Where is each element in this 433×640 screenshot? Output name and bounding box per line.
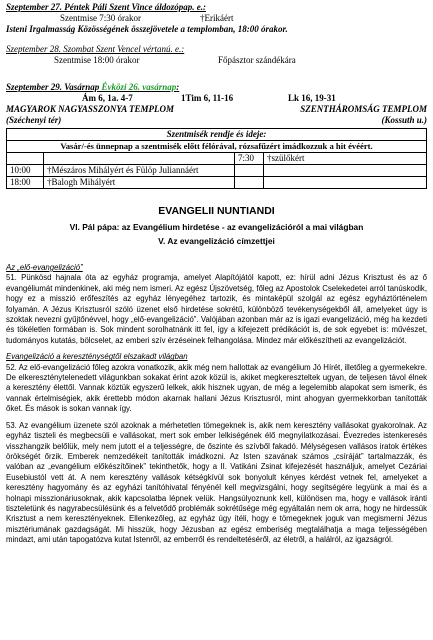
paragraph-53: 53. Az evangélium üzenete szól azoknak a mérhetetlen tömegeknek is, akik nem keresztény vallásokat gyakorolnak. Az egyház tiszteli és megbecsüli e vallásokat, mert sok ember lelkiségének élő megnyilatkozásai. Évezredes istenkeresés visszhangzik belőlük, mely nem jutott el a teljességre, de őszinte és szívből fakadó. Mélységesen vallásos iratok értékes örökségét őrzik. Emberek nemzedékeit tanították imádkozni. Az Isten szavának számos „csíráját” tartalmazzák, és valóban az „evangélium előkészítőinek” tekinthetők, hogy a II. Vatikáni Zsinat kifejezését használjuk, amelyet Cezáriai Eusebiustól vett át. A nem keresztény vallások kétségkívül sok bonyolult kényes kérdést vetnek fel, amelyeket a keresztény hagyomány és az egyházi tanítóhivatal fényénél kell megvizsgálni, hogy segítségére legyünk a mai és a holnapi misszionáriusoknak, akik kapcsolatba lépnek velük. Hangsúlyoznunk kell, különösen ma, hogy e vallások iránti tiszteletünk és nagyrabecsülésünk és a felvetődő problémák sokrétűsége még egyáltalán nem ok arra, hogy ne hirdessük Krisztust a nem keresztényeknek. Ellenkezőleg, az egyház úgy ítéli, hogy e tömegeknek joguk van megismerni Jézus misztériumának gazdagságát. Mi hisszük, hogy Jézusban az egész emberiség megtalálhatja a maga teljességében mindazt, ami után tapogatózva kutat Istenről, az emberről és rendeltetéséről, az életről, a halálról, az igazságról.	[6, 420, 427, 545]
liturgical-day: Évközi 26. vasárnap	[101, 82, 177, 92]
paragraph-52: 52. Az elő-evangelizáció főleg azokra vonatkozik, akik még nem hallottak az evangélium Jó Hírét, illetőleg a gyermekekre. De elkereszténytelenedett világunkban sokakat érint azok közül is, akiket megkereszteltek ugyan, de teljesen távol élnek a keresztény élettől. Vannak köztük egyszerű lelkek, akik hisznek ugyan, de még a legelemibb alapokat sem ismerik, és vannak értelmiségiek, akik érettebb módon akarnak hallani Jézus Krisztusról, mint ahogyan gyermekkorban tanították őket. És mások is sokan vannak így.	[6, 362, 427, 414]
paragraph-51: 51. Pünkösd hajnala óta az egyház programja, amelyet Alapítójától kapott, ez: hírül adni Jézus Krisztust és az ő evangéliumát mindenkinek, aki még nem ismeri. Az egész Újszövetség, főleg az Apostolok Cselekedetei arról tanúskodik, hogy ez a misszió erőfeszítés az egyház lényegéhez tartozik, és mintaképül szolgál az egész egyháztörténelem folyamán. A Jézus Krisztusról szóló üzenet első hirdetése sokrétű, különböző tevékenységekből áll, amelyeket úgy is szoktak nevezni gyűjtőnévvel, hogy „elő-evangelizáció”. Valójában azonban már az is igazi evangelizáció, még ha kezdeti és tökéletlen formában is. Sok mindent sorolhatnánk itt fel, így a kifejezett prédikációt is, de sok egyebet is: művészet, tudományos kutatás, bölcselet, az emberi szív érzéseinek felhangolása. Mindez már előkészítheti az evangelizációt.	[6, 273, 427, 345]
sunday-block	[6, 82, 427, 126]
friday-note: Isteni Irgalmasság Közösségének összejövetele a templomban, 18:00 órakor.	[6, 24, 288, 34]
church-left-location: (Széchenyi tér)	[6, 115, 62, 125]
friday-heading: Szeptember 27. Péntek Páli Szent Vince áldozópap. e.:	[6, 2, 206, 12]
friday-mass-time: Szentmise 7:30 órakor	[60, 13, 141, 23]
friday-intention: †Erikáért	[200, 13, 234, 23]
table-note: Vasár/-és ünnepnap a szentmisék előtt félórával, rózsafűzért imádkozzuk a hit évéért.	[7, 141, 427, 153]
reading-first: Ám 6, 1a. 4-7	[82, 93, 133, 103]
mass-table	[6, 128, 427, 189]
article-subtitle: VI. Pál pápa: az Evangélium hirdetése - az evangelizációról a mai világban	[69, 222, 364, 232]
mass-schedule	[6, 128, 427, 189]
article	[6, 205, 427, 546]
article-title: EVANGELII NUNTIANDI	[158, 205, 275, 217]
section-heading: V. Az evangelizáció címzettjei	[158, 236, 275, 246]
church-left: MAGYAROK NAGYASSZONYA TEMPLOM	[6, 104, 175, 114]
table-row: 7:30 †szülőkért	[7, 153, 427, 165]
table-row: 18:00 †Balogh Mihályért	[7, 177, 427, 189]
church-right: SZENTHÁROMSÁG TEMPLOM	[300, 104, 427, 114]
subheading-pre-evangelization: Az „elő-evangelizáció”	[6, 263, 83, 272]
reading-gospel: Lk 16, 19-31	[288, 93, 336, 103]
table-row: 10:00 †Mészáros Mihályért és Fülöp Juliannáért	[7, 165, 427, 177]
subheading-dechristianized-world: Evangelizáció a kereszténységtől elszakadt világban	[6, 352, 188, 362]
church-right-location: (Kossuth u.)	[381, 115, 427, 125]
reading-second: 1Tim 6, 11-16	[181, 93, 234, 103]
saturday-intention: Főpásztor szándékára	[218, 55, 296, 65]
saturday-mass-time: Szentmise 18:00 órakor	[54, 55, 140, 65]
friday-block	[6, 2, 427, 35]
sunday-heading: Szeptember 29. Vasárnap Évközi 26. vasárnap:	[6, 82, 180, 92]
saturday-heading: Szeptember 28. Szombat Szent Vencel vértanú. e.:	[6, 44, 185, 54]
table-title: Szentmisék rendje és ideje:	[7, 129, 427, 141]
saturday-block	[6, 44, 427, 66]
